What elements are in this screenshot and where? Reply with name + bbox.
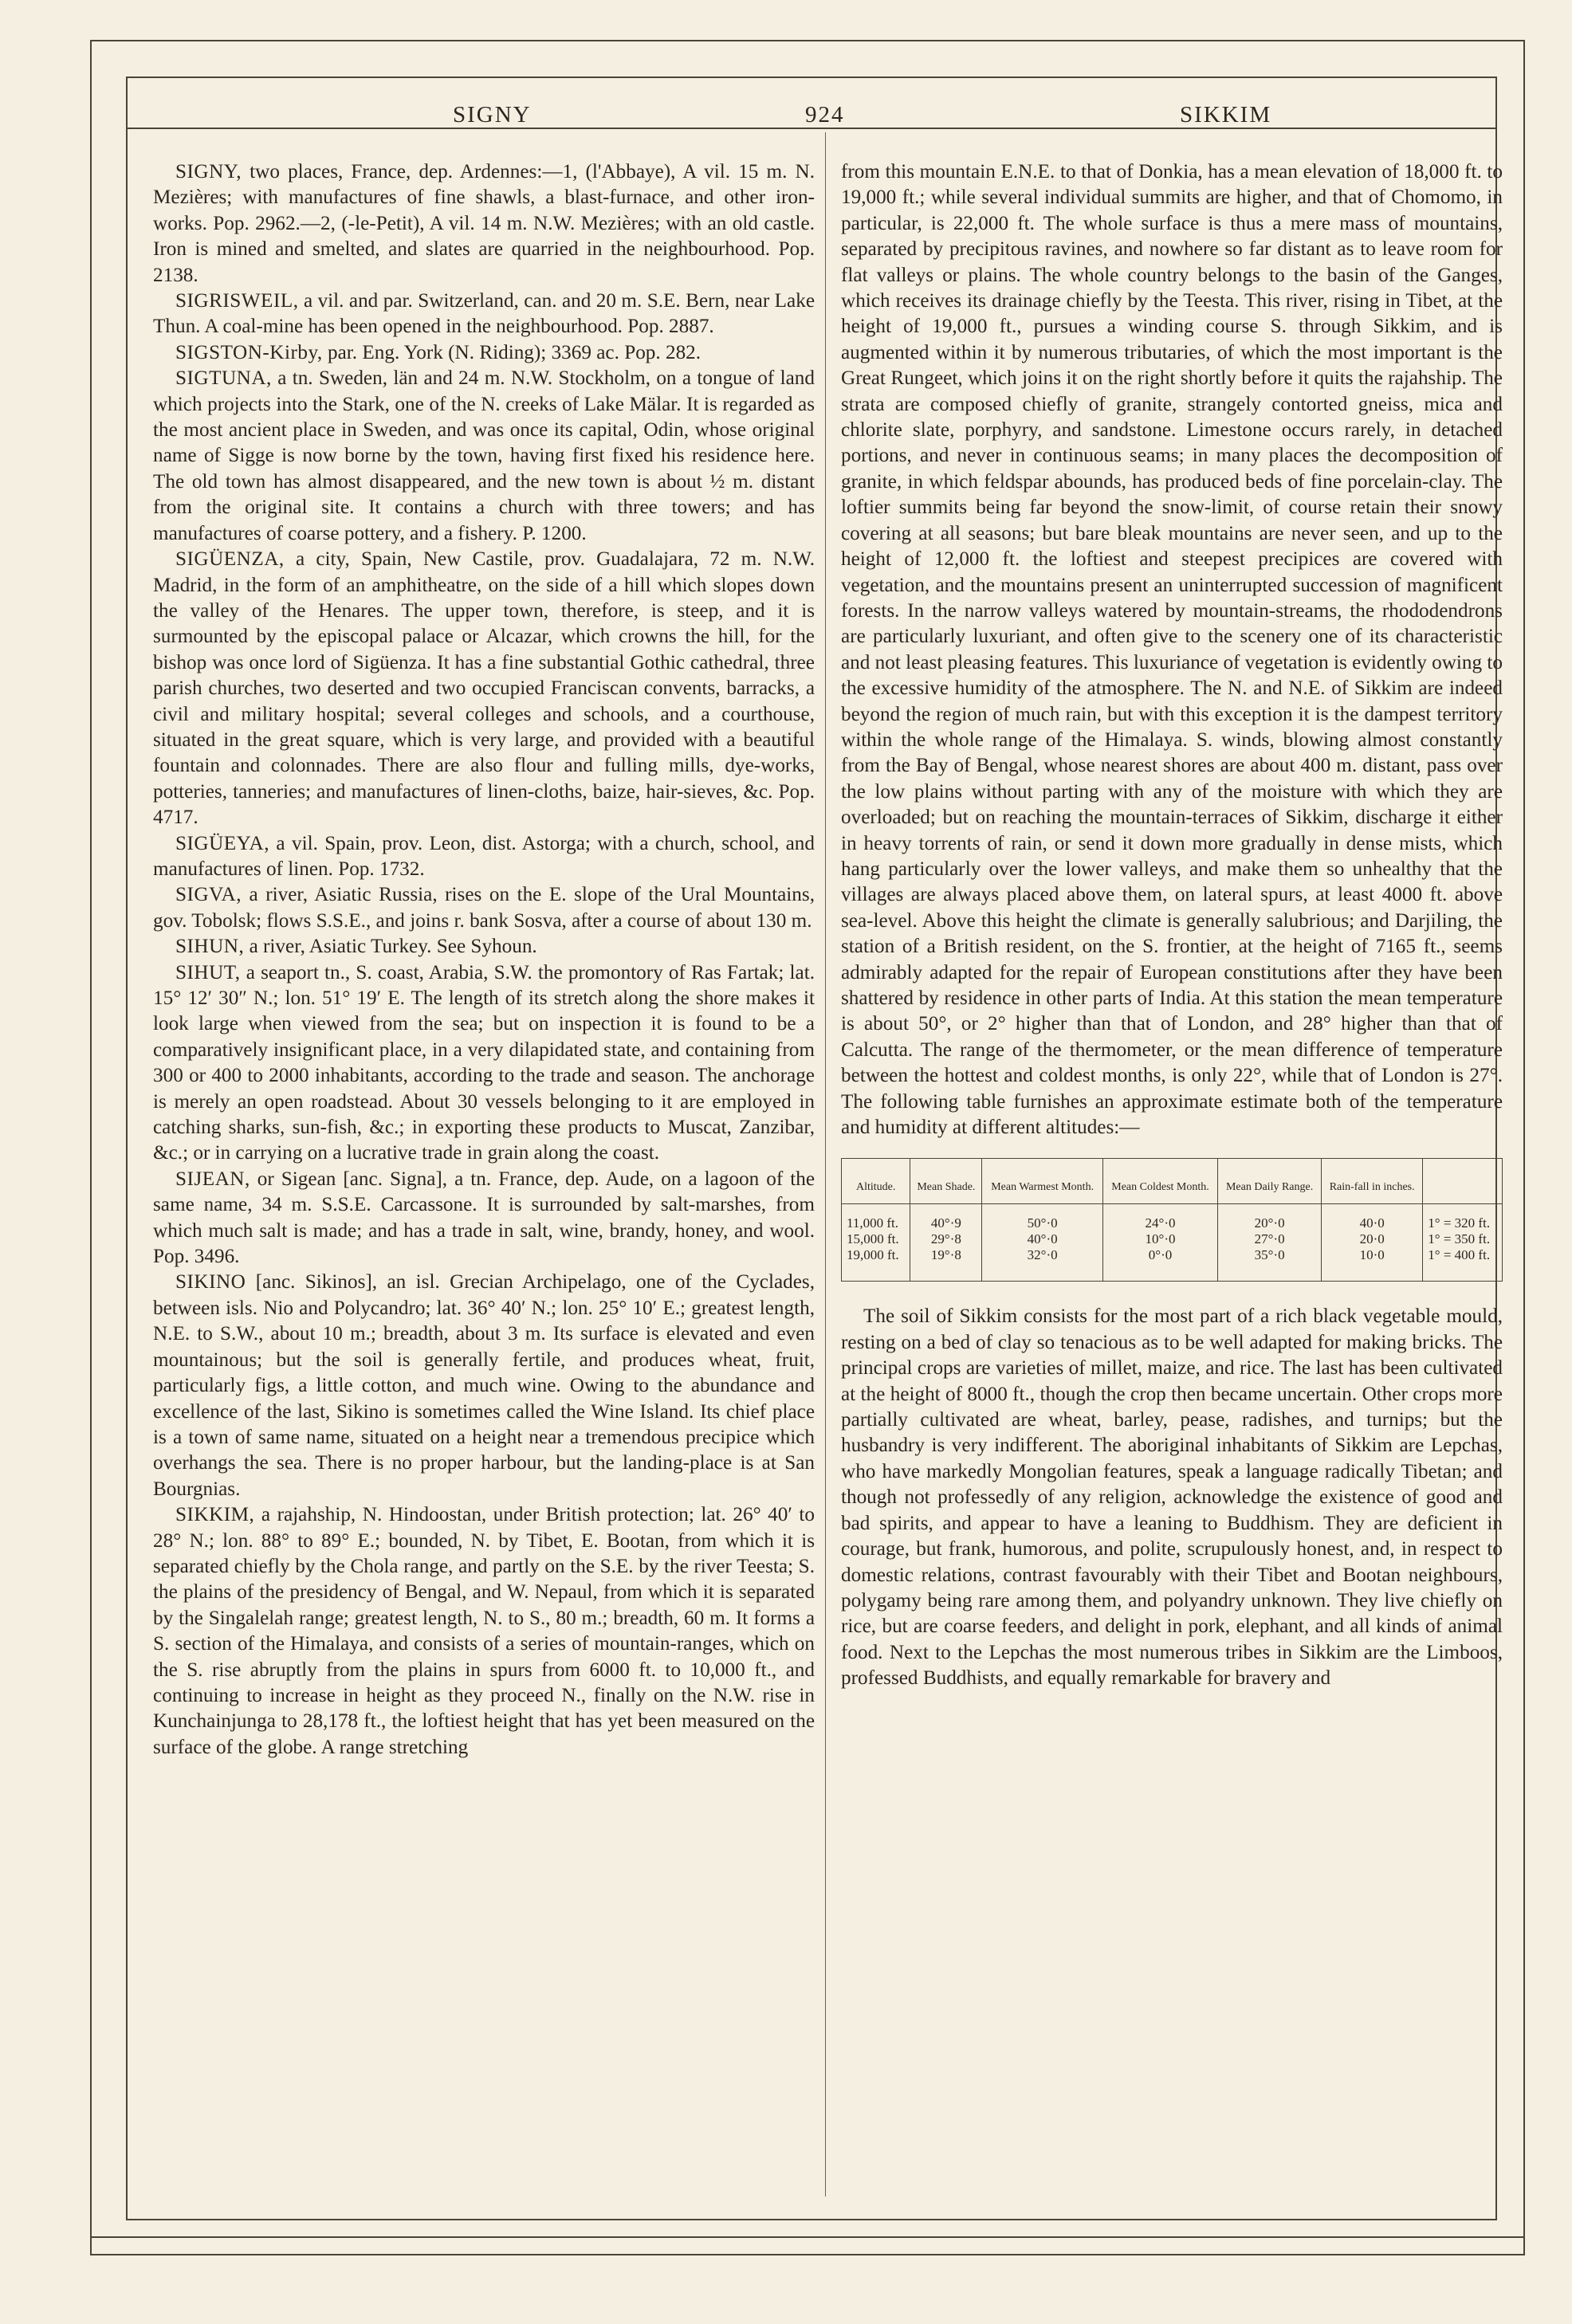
- gazetteer-entry: [153, 1502, 815, 1761]
- table-header-cell: Mean Shade.: [910, 1159, 982, 1204]
- entry-headword: SIGRISWEIL,: [175, 290, 299, 312]
- entry-text: a river, Asiatic Turkey. See Syhoun.: [244, 936, 537, 958]
- entry-headword: SIKKIM,: [175, 1504, 255, 1526]
- table-data-cell: 50°·0 40°·0 32°·0: [982, 1204, 1102, 1282]
- gazetteer-entry: [153, 340, 815, 366]
- entry-text: a city, Spain, New Castile, prov. Guadalajara, 72 m. N.W. Madrid, in the form of an amphitheatre, on the side of a hill which slopes down the valley of the Henares. The upper town, therefore, is steep, and it is surmounted by the episcopal palace or Alcazar, which crowns the hill, for the bishop was once lord of Sigüenza. It has a fine substantial Gothic cathedral, three parish churches, two deserted and two occupied Franciscan convents, barracks, a civil and military hospital; several colleges and schools, and a courthouse, situated in the great square, which is very large, and provided with a beautiful fountain and colonnades. There are also flour and fulling mills, dye-works, potteries, tanneries; and manufactures of linen-cloths, baize, hair-sieves, &c. Pop. 4717.: [153, 548, 815, 829]
- entry-text: a vil. and par. Switzerland, can. and 20 m. S.E. Bern, near Lake Thun. A coal-mine has been opened in the neighbourhood. Pop. 2887.: [153, 290, 815, 338]
- gazetteer-entry: [153, 882, 815, 934]
- entry-text: or Sigean [anc. Signa], a tn. France, dep. Aude, on a lagoon of the same name, 34 m. S.S.E. Carcassone. It is surrounded by salt-marshes, from which much salt is made; and has a trade in salt, wine, brandy, honey, and wool. Pop. 3496.: [153, 1168, 815, 1268]
- left-column: [153, 159, 815, 1761]
- table-data-cell: 40°·9 29°·8 19°·8: [910, 1204, 982, 1282]
- entry-headword: SIKINO: [175, 1271, 246, 1294]
- sikkim-soil-paragraph: The soil of Sikkim consists for the most part of a rich black vegetable mould, resting on a bed of clay so tenacious as to be well adapted for making bricks. The principal crops are varieties of millet, maize, and rice. The last has been cultivated at the height of 8000 ft., though the crop then became uncertain. Other crops more partially cultivated are wheat, barley, pease, radishes, and turnips; but the husbandry is very indifferent. The aboriginal inhabitants of Sikkim are Lepchas, who have markedly Mongolian features, speak a language radically Tibetan; and though not professedly of any religion, acknowledge the existence of good and bad spirits, and appear to have a leaning to Buddhism. They are deficient in courage, but frank, humorous, and polite, scrupulously honest, and, in respect to domestic relations, contrast favourably with their Tibet and Bootan neighbours, polygamy being rare among them, and polyandry unknown. They live chiefly on rice, but are coarse feeders, and delight in pork, elephant, and all kinds of animal food. Next to the Lepchas the most numerous tribes in Sikkim are the Limboos, professed Buddhists, and equally remarkable for bravery and: [841, 1305, 1503, 1690]
- temperature-table: [841, 1158, 1503, 1282]
- running-head-right: SIKKIM: [1180, 102, 1272, 128]
- entry-headword: SIHUN,: [175, 936, 245, 958]
- entry-text: a seaport tn., S. coast, Arabia, S.W. the promontory of Ras Fartak; lat. 15° 12′ 30″ N.; lon. 51° 19′ E. The length of its stretch along the shore makes it look large when viewed from the sea; but on inspection it is found to be a comparatively insignificant place, in a very dilapidated state, and containing from 300 or 400 to 2000 inhabitants, according to the trade and season. The anchorage is merely an open roadstead. About 30 vessels belonging to it are employed in catching sharks, sun-fish, &c.; in exporting these products to Muscat, Zanzibar, &c.; or in carrying on a lucrative trade in grain along the coast.: [153, 961, 815, 1164]
- gazetteer-entry: [153, 1270, 815, 1502]
- gazetteer-entry: [153, 960, 815, 1167]
- column-divider: [825, 132, 826, 2196]
- gazetteer-entry: [153, 366, 815, 547]
- table-data-cell: 24°·0 10°·0 0°·0: [1102, 1204, 1217, 1282]
- running-head-left: SIGNY: [453, 102, 532, 128]
- entry-text: [anc. Sikinos], an isl. Grecian Archipelago, one of the Cyclades, between isls. Nio and Polycandro; lat. 36° 40′ N.; lon. 25° 10′ E.; greatest length, N.E. to S.W., about 10 m.; breadth, about 3 m. Its surface is elevated and even mountainous; but the soil is generally fertile, and produces wheat, fruit, particularly figs, a little cotton, and much wine. Owing to the abundance and excellence of the last, Sikino is sometimes called the Wine Island. Its chief place is a town of same name, situated on a height near a tremendous precipice which overhangs the sea. There is no proper harbour, but the landing-place is at San Bourgnias.: [153, 1271, 815, 1500]
- bottom-rule: [90, 2236, 1525, 2238]
- entry-headword: SIGVA,: [175, 884, 242, 906]
- entry-text: par. Eng. York (N. Riding); 3369 ac. Pop. 282.: [322, 341, 702, 363]
- gazetteer-entry: [153, 1167, 815, 1270]
- entry-text: a river, Asiatic Russia, rises on the E. slope of the Ural Mountains, gov. Tobolsk; flows S.S.E., and joins r. bank Sosva, after a course of about 130 m.: [153, 884, 815, 932]
- entry-headword: SIGTUNA,: [175, 367, 272, 390]
- table-header-cell: Rain-fall in inches.: [1322, 1159, 1423, 1204]
- table-header-cell: Altitude.: [842, 1159, 910, 1204]
- entry-text: a vil. Spain, prov. Leon, dist. Astorga; with a church, school, and manufactures of linen. Pop. 1732.: [153, 832, 815, 880]
- entry-text: a rajahship, N. Hindoostan, under British protection; lat. 26° 40′ to 28° N.; lon. 88° to 89° E.; bounded, N. by Tibet, E. Bootan, from which it is separated chiefly by the Chola range, and partly on the S.E. by the river Teesta; S. the plains of the presidency of Bengal, and W. Nepaul, from which it is separated by the Singalelah range; greatest length, N. to S., 80 m.; breadth, 60 m. It forms a S. section of the Himalaya, and consists of a series of mountain-ranges, which on the S. rise abruptly from the plains in spurs from 6000 ft. to 10,000 ft., and continuing to increase in height as they proceed N., finally on the N.W. rise in Kunchainjunga to 28,178 ft., the loftiest height that has yet been measured on the surface of the globe. A range stretching: [153, 1504, 815, 1758]
- gazetteer-entry: [153, 831, 815, 883]
- entry-headword: SIGÜEYA,: [175, 832, 270, 854]
- entry-text: two places, France, dep. Ardennes:—1, (l'Abbaye), A vil. 15 m. N. Mezières; with manufactures of fine shawls, a blast-furnace, and other iron-works. Pop. 2962.—2, (-le-Petit), A vil. 14 m. N.W. Mezières; with an old castle. Iron is mined and smelted, and slates are quarried in the neighbourhood. Pop. 2138.: [153, 161, 815, 286]
- table-data-cell: 20°·0 27°·0 35°·0: [1218, 1204, 1322, 1282]
- right-column: [841, 159, 1503, 1692]
- table-data-cell: 1° = 320 ft. 1° = 350 ft. 1° = 400 ft.: [1423, 1204, 1503, 1282]
- entry-headword: SIGSTON-Kirby,: [175, 341, 323, 363]
- entry-headword: SIGNY,: [175, 161, 242, 183]
- entry-text: a tn. Sweden, län and 24 m. N.W. Stockholm, on a tongue of land which projects into the Stark, one of the N. creeks of Lake Mälar. It is regarded as the most ancient place in Sweden, and was once its capital, Odin, whose original name of Sigge is now borne by the town, having first fixed his residence here. The old town has almost disappeared, and the new town is about ½ m. distant from the original site. It contains a church with three towers; and has manufactures of coarse pottery, and a fishery. P. 1200.: [153, 367, 815, 544]
- page-number: 924: [805, 102, 845, 128]
- gazetteer-entry: [153, 547, 815, 830]
- table-header-cell: Mean Warmest Month.: [982, 1159, 1102, 1204]
- entry-headword: SIJEAN,: [175, 1168, 250, 1190]
- table-header-cell: Mean Coldest Month.: [1102, 1159, 1217, 1204]
- entry-headword: SIGÜENZA,: [175, 548, 285, 571]
- entry-headword: SIHUT,: [175, 961, 241, 983]
- table-data-cell: 40·0 20·0 10·0: [1322, 1204, 1423, 1282]
- table-header-cell: [1423, 1159, 1503, 1204]
- gazetteer-entry: [153, 159, 815, 289]
- table-data-cell: 11,000 ft. 15,000 ft. 19,000 ft.: [842, 1204, 910, 1282]
- gazetteer-entry: [153, 934, 815, 960]
- table-header-cell: Mean Daily Range.: [1218, 1159, 1322, 1204]
- gazetteer-entry: [153, 289, 815, 340]
- sikkim-continued: from this mountain E.N.E. to that of Donkia, has a mean elevation of 18,000 ft. to 19,000 ft.; while several individual summits are higher, and that of Chomomo, in particular, is 22,000 ft. The whole surface is thus a mere mass of mountains, separated by precipitous ravines, and nowhere so far distant as to leave room for flat valleys or plains. The whole country belongs to the basin of the Ganges, which receives its drainage chiefly by the Teesta. This river, rising in Tibet, at the height of 19,000 ft., pursues a winding course S. through Sikkim, and is augmented within it by numerous tributaries, of which the most important is the Great Rungeet, which joins it on the right shortly before it quits the rajahship. The strata are composed chiefly of granite, strangely contorted gneiss, mica and chlorite slate, porphyry, and sandstone. Limestone occurs rarely, in detached portions, and never in continuous seams; in many places the decomposition of granite, in which feldspar abounds, has produced beds of fine porcelain-clay. The loftier summits being far beyond the snow-limit, of course retain their snowy covering at all seasons; but bare bleak mountains are never seen, and up to the height of 12,000 ft. the loftiest and steepest precipices are covered with vegetation, and the mountains present an uninterrupted succession of magnificent forests. In the narrow valleys watered by mountain-streams, the rhododendrons are particularly luxuriant, and often give to the scenery one of its characteristic and not least pleasing features. This luxuriance of vegetation is evidently owing to the excessive humidity of the atmosphere. The N. and N.E. of Sikkim are indeed beyond the region of much rain, but with this exception it is the dampest territory within the whole range of the Himalaya. S. winds, blowing almost constantly from the Bay of Bengal, whose nearest shores are about 400 m. distant, pass over the low plains without parting with any of the moisture with which they are overloaded; but on reaching the mountain-terraces of Sikkim, discharge it either in heavy torrents of rain, or send it down more gradually in dense mists, which hang particularly over the lower valleys, and make them so unhealthy that the villages are always placed above them, on lateral spurs, at least 4000 ft. above sea-level. Above this height the climate is generally salubrious; and Darjiling, the station of a British resident, on the S. frontier, at the height of 7165 ft., seems admirably adapted for the repair of European constitutions after they have been shattered by residence in other parts of India. At this station the mean temperature is about 50°, or 2° higher than that of London, and 28° higher than that of Calcutta. The range of the thermometer, or the mean difference of temperature between the hottest and coldest months, is only 22°, while that of London is 27°. The following table furnishes an approximate estimate both of the temperature and humidity at different altitudes:—: [841, 161, 1503, 1139]
